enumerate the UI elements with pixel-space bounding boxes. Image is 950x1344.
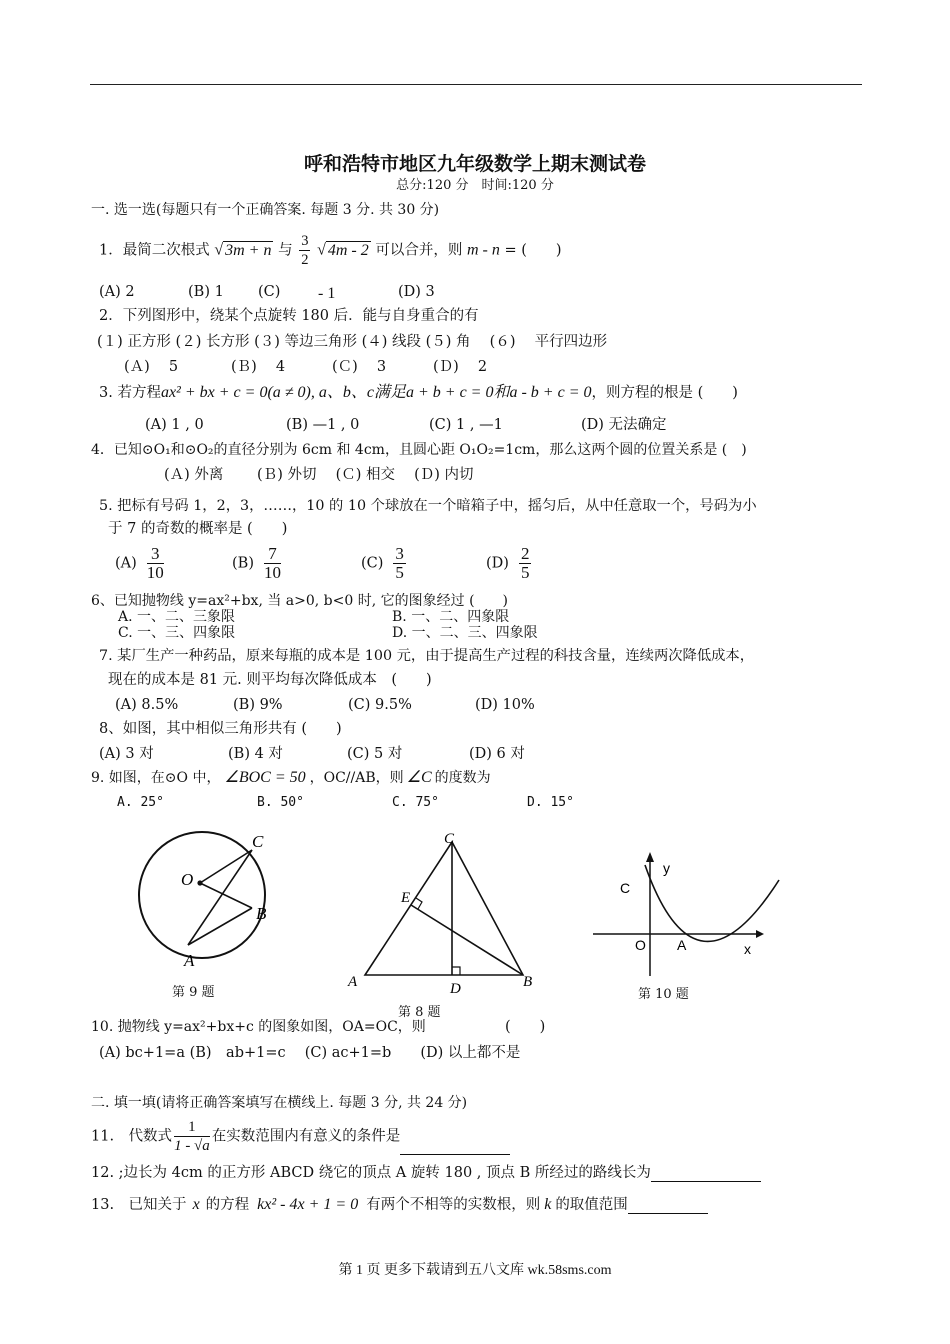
q1-pre: 1．最简二次根式 [99,242,210,259]
q9-angle-boc: ∠BOC = 50 [224,769,306,786]
q2-stem: 2．下列图形中，绕某个点旋转 180 后．能与自身重合的有 [99,308,479,324]
fig10-x-axis-arrow [756,930,764,938]
fig9-center-point [197,880,202,885]
q9-option-a: A. 25° [117,795,164,810]
fig9-label-c: C [252,832,264,851]
q2-items: (１) 正方形 (２) 长方形 (３) 等边三角形 (４) 线段 (５) 角 (６) 平行四边形 [97,334,608,350]
fig8-label-a: A [348,974,358,990]
q8-stem: 8、如图，其中相似三角形共有 ( ) [99,721,342,737]
q8-option-b: (B) 4 对 [228,746,283,762]
section1-heading: 一. 选一选(每题只有一个正确答案. 每题 3 分. 共 30 分) [91,202,440,218]
q9-option-d: D. 15° [527,795,574,810]
q11-fraction: $\frac{1}{1 - √a}$ [174,1119,210,1154]
figure-10-parabola-graph [588,846,788,981]
q5-option-c: (C) $\frac{3}{5}$ [361,544,404,582]
fig10-label-a: A [677,937,687,953]
q3-post: ，则方程的根是 ( ) [591,385,738,401]
q10-stem: 10. 抛物线 y=ax²+bx+c 的图象如图，OA=OC，则 [91,1019,426,1035]
q7-option-a: (A) 8.5% [115,697,179,713]
header-rule [90,84,862,85]
q7-line2: 现在的成本是 81 元. 则平均每次降低成本 ( ) [108,672,432,688]
q1-coefficient: $\frac{3}{2}$ [301,233,309,268]
fig8-label-b: B [523,974,533,990]
q1-option-b: (B) 1 [188,284,224,300]
fig10-label-y: y [663,860,670,876]
q5-option-b: (B) $\frac{7}{10}$ [232,544,281,582]
q2-option-d: (Ｄ) 2 [433,359,488,375]
fig9-label-b: B [256,904,267,923]
q4-options: (Ａ) 外离 (Ｂ) 外切 (Ｃ) 相交 (Ｄ) 内切 [164,467,474,483]
q1-radical-2: √ 4m - 2 [317,241,369,259]
fig8-triangle-acb [365,842,523,975]
q5-option-a: (A) $\frac{3}{10}$ [115,544,164,582]
q1-tail: = ( ) [504,242,562,259]
q10-paren: ( ) [505,1019,546,1035]
fig10-label-x: x [744,941,751,957]
page-subtitle: 总分:120 分 时间:120 分 [396,178,554,193]
q4-stem: 4．已知⊙O₁和⊙O₂的直径分别为 6cm 和 4cm，且圆心距 O₁O₂=1cm，那么这两个圆的位置关系是 ( ) [91,442,747,458]
figure-8-triangle-diagram [340,830,540,995]
question-3 [99,384,738,402]
q2-option-b: (Ｂ) 4 [231,359,286,375]
question-13: 13. 已知关于 x 的方程 kx² - 4x + 1 = 0 有两个不相等的实数根，则 k 的取值范围 [91,1196,708,1214]
q3-option-c: (C) 1 , —1 [429,417,503,433]
question-11: 11. 代数式 $\frac{1}{1 - √a}$ 在实数范围内有意义的条件是 [91,1118,510,1155]
q6-option-d: D. 一、二、三、四象限 [392,625,538,641]
q6-option-b: B. 一、二、四象限 [392,609,510,625]
q1-option-c-value: - 1 [318,285,336,302]
q9-option-b: B. 50° [257,795,304,810]
q6-option-a: A. 一、二、三象限 [118,609,236,625]
fig9-segment-ob [200,883,252,908]
fig9-label-a: A [184,951,195,970]
question-1 [99,232,562,269]
q11-answer-blank[interactable] [400,1138,510,1155]
fig10-parabola-curve [645,865,779,941]
q9-option-c: C. 75° [392,795,439,810]
q7-option-d: (D) 10% [475,697,535,713]
q13-answer-blank[interactable] [628,1197,708,1214]
q12-answer-blank[interactable] [651,1165,761,1182]
q7-option-b: (B) 9% [233,697,283,713]
fig8-label-e: E [401,890,411,906]
q1-option-a: (A) 2 [99,284,135,300]
section2-heading: 二. 填一填(请将正确答案填写在横线上. 每题 3 分, 共 24 分) [91,1095,468,1111]
fig10-caption: 第 10 题 [638,987,689,1002]
q1-option-d: (D) 3 [398,284,435,300]
fig10-y-axis-arrow [646,852,654,862]
q7-line1: 7. 某厂生产一种药品，原来每瓶的成本是 100 元，由于提高生产过程的科技含量，连续两次降低成本， [99,648,755,664]
q6-option-c: C. 一、三、四象限 [118,625,236,641]
q1-expr: m - n [466,241,500,259]
fig9-caption: 第 9 题 [172,985,215,1000]
fig8-right-angle-e [416,898,422,909]
page-title: 呼和浩特市地区九年级数学上期末测试卷 [303,153,646,175]
fig8-label-c: C [444,831,455,847]
q13-var-k: k [544,1196,552,1213]
figure-9-circle-diagram [128,822,288,972]
fig10-label-c: C [620,880,631,896]
q3-equation: ax² + bx + c = 0(a ≠ 0), a、b、c满足a + b + c = 0和a - b + c = 0 [160,384,592,401]
fig9-circle [139,832,265,958]
fig10-label-o: O [635,937,646,953]
q8-option-a: (A) 3 对 [99,746,154,762]
fig8-perpendicular-be [411,905,523,975]
q1-post: 可以合并，则 [375,242,463,259]
q13-equation: kx² - 4x + 1 = 0 [257,1196,359,1213]
fig8-caption: 第 8 题 [398,1005,441,1020]
q5-option-d: (D) $\frac{2}{5}$ [486,544,530,582]
fig9-segment-ab [188,908,252,945]
fig8-label-d: D [450,981,461,995]
q3-option-a: (A) 1 , 0 [145,417,204,433]
q3-option-d: (D) 无法确定 [581,417,667,433]
q6-stem: 6、已知抛物线 y=ax²+bx, 当 a>0, b<0 时, 它的图象经过 ( ) [91,593,508,609]
q3-pre: 3. 若方程 [99,385,161,401]
question-12: 12. ;边长为 4cm 的正方形 ABCD 绕它的顶点 A 旋转 180 , 顶点 B 所经过的路线长为 [91,1164,761,1182]
q10-options: (A) bc+1=a (B) ab+1=c (C) ac+1=b (D) 以上都不是 [99,1045,521,1061]
fig9-segment-oc [200,850,252,883]
fig9-label-o: O [181,870,194,889]
q5-line2: 于 7 的奇数的概率是 ( ) [108,521,288,537]
q8-option-c: (C) 5 对 [347,746,403,762]
page-footer: 第 1 页 更多下载请到五八文库 wk.58sms.com [338,1263,612,1278]
q13-var-x: x [192,1196,200,1213]
q1-radical-1: √ 3m + n [214,241,272,259]
q9-angle-c: ∠C [406,769,432,786]
fig8-right-angle-d [452,967,460,975]
q3-option-b: (B) —1 , 0 [286,417,360,433]
question-9: 9. 如图，在⊙O 中， ∠BOC = 50 ，OC//AB，则 ∠C 的度数为 [91,769,491,786]
q8-option-d: (D) 6 对 [469,746,525,762]
q5-line1: 5. 把标有号码 1，2，3，……，10 的 10 个球放在一个暗箱子中，摇匀后，从中任意取一个，号码为小 [99,498,757,514]
q7-option-c: (C) 9.5% [348,697,412,713]
q2-option-a: (Ａ) 5 [124,359,179,375]
q2-option-c: (Ｃ) 3 [332,359,387,375]
q1-option-c: (C) [258,284,281,300]
fig9-segment-ac [188,850,252,945]
q1-mid: 与 [278,242,293,259]
